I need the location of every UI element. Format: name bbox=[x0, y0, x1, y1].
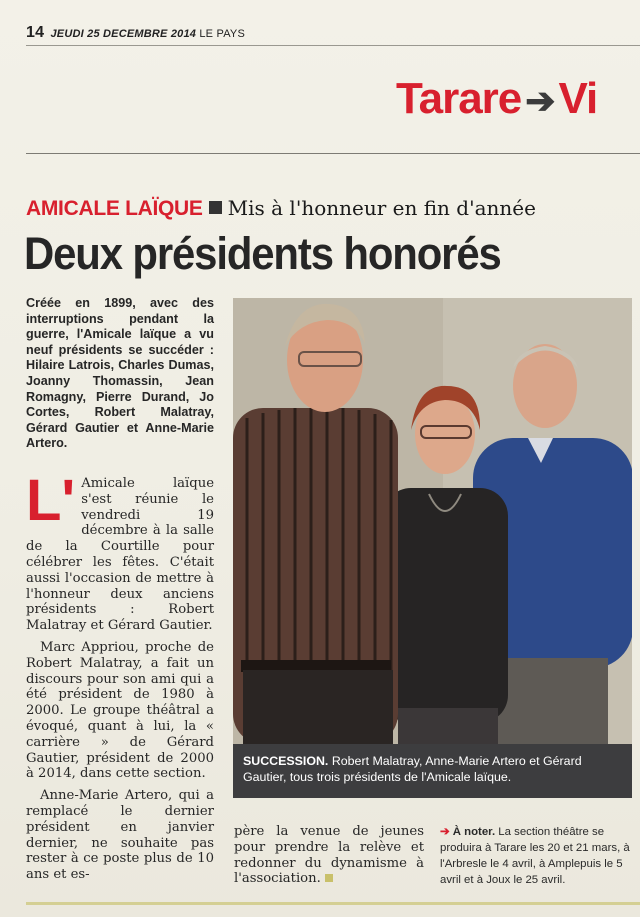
article-headline: Deux présidents honorés bbox=[24, 228, 501, 279]
paragraph-1-text: Amicale laïque s'est réunie le vendredi 19 décembre à la salle de la Courtille pour célébrer les fêtes. C'était aussi l'occasion de mettre à l'honneur deux anciens présidents : Robert Malatray et Gérard Gautier. bbox=[26, 476, 214, 634]
article-photo bbox=[233, 298, 632, 744]
kicker-subtitle: Mis à l'honneur en fin d'année bbox=[227, 196, 536, 220]
paragraph-1 bbox=[26, 468, 214, 634]
issue-date: JEUDI 25 DECEMBRE 2014 bbox=[50, 28, 197, 40]
page-number: 14 bbox=[26, 24, 45, 41]
end-square-icon bbox=[325, 874, 333, 882]
paragraph-3: Anne-Marie Artero, qui a remplacé le dernier président en janvier dernier, ne souhaite pas rester à ce poste plus de 10 ans et es- bbox=[26, 788, 214, 883]
article-lead: Créée en 1899, avec des interruptions pendant la guerre, l'Amicale laïque a vu neuf présidents se succéder : Hilaire Latrois, Charles Dumas, Joanny Thomassin, Jean Romagny, Pierre Durand, Jo Cortes, Robert Malatray, Gérard Gautier et Anne-Marie Artero. bbox=[26, 296, 214, 451]
running-header bbox=[26, 24, 245, 42]
paragraph-3-continued: père la venue de jeunes pour prendre la relève et redonner du dynamisme à l'association. bbox=[234, 824, 424, 887]
bottom-rule bbox=[26, 902, 640, 905]
photo-illustration bbox=[233, 298, 632, 744]
note-lead: À noter. bbox=[452, 826, 496, 838]
section-rule bbox=[26, 153, 640, 154]
kicker-tag: AMICALE LAÏQUE bbox=[26, 197, 203, 220]
arrow-right-icon: ➔ bbox=[440, 826, 450, 838]
section-town: Tarare bbox=[396, 74, 522, 123]
square-bullet-icon bbox=[209, 201, 222, 214]
paragraph-2: Marc Appriou, proche de Robert Malatray, a fait un discours pour son ami qui a été président de 1980 à 2000. Le groupe théâtral a évoqué, quant à lui, la « carrière » de Gérard Gautier, président de 2000 à 2014, dans cette section. bbox=[26, 639, 214, 782]
photo-caption bbox=[233, 744, 632, 798]
article-column-2 bbox=[234, 824, 424, 893]
drop-cap: L' bbox=[26, 468, 76, 533]
article-column-1 bbox=[26, 468, 214, 889]
section-next: Vi bbox=[558, 74, 598, 123]
caption-lead: SUCCESSION. bbox=[243, 754, 329, 768]
note-box bbox=[440, 824, 636, 888]
article-kicker bbox=[26, 196, 536, 221]
publication-name: LE PAYS bbox=[199, 28, 245, 40]
note-text: La section théâtre se produira à Tarare les 20 et 21 mars, à l'Arbresle le 4 avril, à Amplepuis le 5 avril et à Joux le 25 avril. bbox=[440, 826, 630, 886]
caption-text: Robert Malatray, Anne-Marie Artero et Gérard Gautier, tous trois présidents de l'Amicale laïque. bbox=[243, 754, 582, 784]
arrow-right-icon: ➔ bbox=[525, 80, 555, 121]
section-title bbox=[396, 74, 597, 124]
header-rule bbox=[26, 45, 640, 46]
